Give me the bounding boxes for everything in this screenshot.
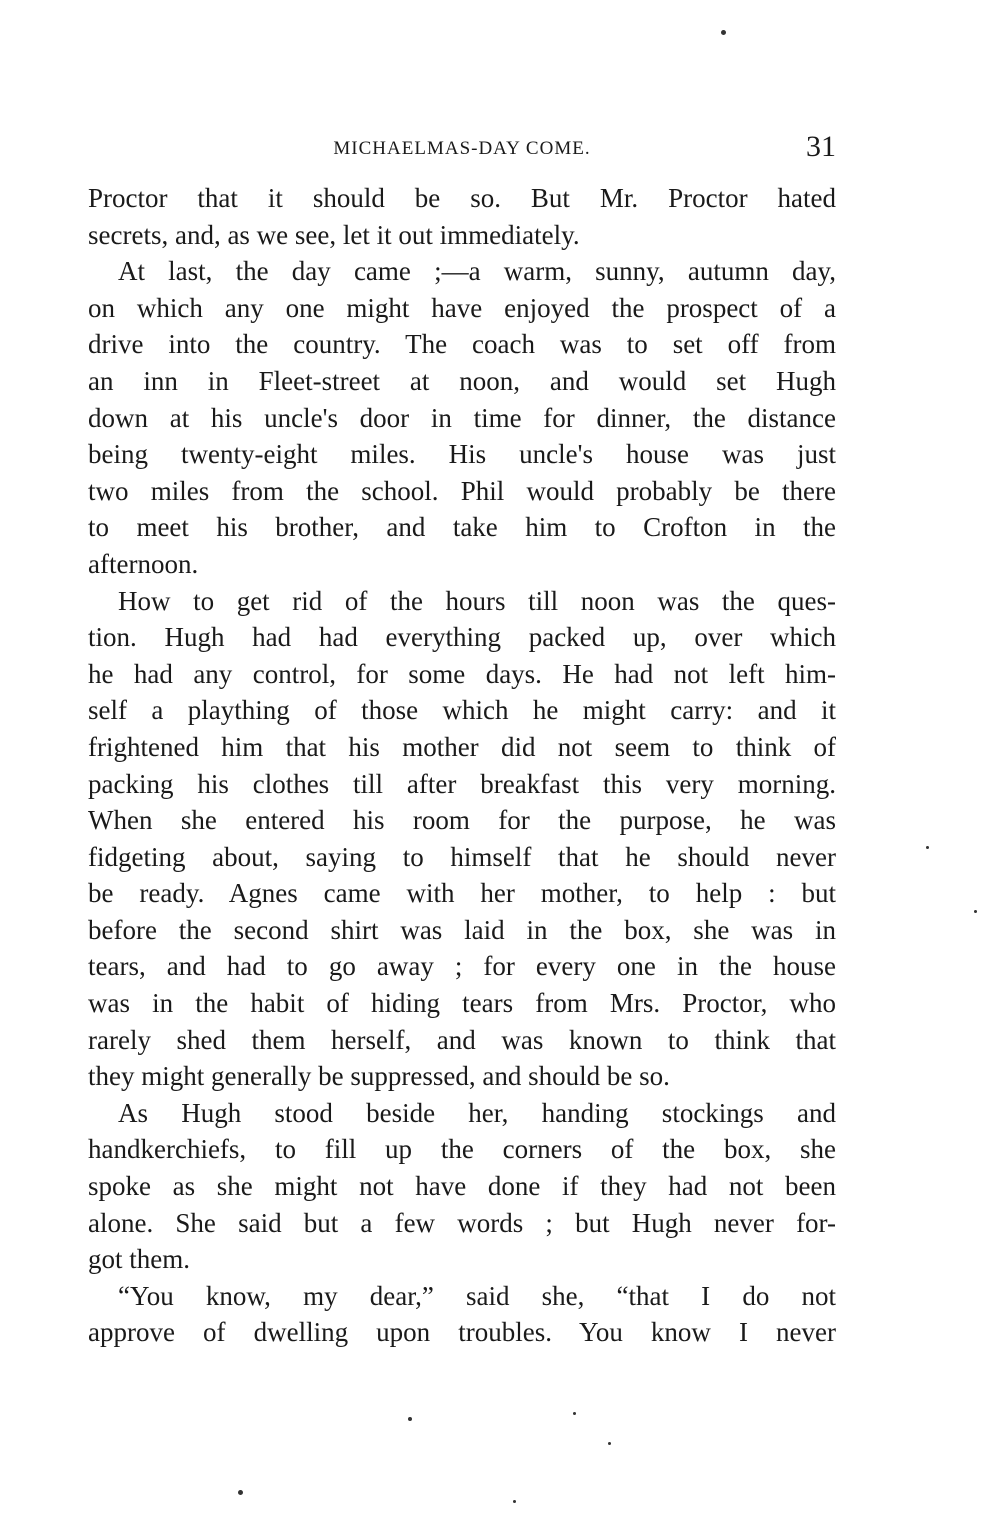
text-line: How to get rid of the hours till noon was the ques-: [118, 585, 836, 616]
text-line: “You know, my dear,” said she, “that I do not: [118, 1280, 836, 1311]
text-line: be ready. Agnes came with her mother, to help : but: [88, 878, 836, 909]
text-line: down at his uncle's door in time for dinner, the distance: [88, 402, 836, 433]
text-line: packing his clothes till after breakfast this very morning.: [88, 768, 836, 799]
scan-speck: [721, 30, 726, 35]
text-line: tion. Hugh had had everything packed up, over which: [88, 622, 836, 653]
text-line: At last, the day came ;—a warm, sunny, autumn day,: [118, 256, 836, 287]
text-line: he had any control, for some days. He had not left him-: [88, 658, 836, 689]
text-line: spoke as she might not have done if they had not been: [88, 1171, 836, 1202]
page-number: 31: [806, 130, 836, 163]
text-line: handkerchiefs, to fill up the corners of the box, she: [88, 1134, 836, 1165]
text-line: tears, and had to go away ; for every one in the house: [88, 951, 836, 982]
text-line: drive into the country. The coach was to set off from: [88, 329, 836, 360]
scan-speck: [608, 1442, 611, 1445]
text-line: secrets, and, as we see, let it out immediately.: [88, 219, 580, 250]
text-line: afternoon.: [88, 548, 199, 579]
running-head: [88, 130, 836, 164]
text-line: alone. She said but a few words ; but Hugh never for-: [88, 1207, 836, 1238]
text-line: self a plaything of those which he might carry: and it: [88, 695, 836, 726]
text-line: an inn in Fleet-street at noon, and would set Hugh: [88, 365, 836, 396]
text-line: fidgeting about, saying to himself that he should never: [88, 841, 836, 872]
text-line: was in the habit of hiding tears from Mrs. Proctor, who: [88, 988, 836, 1019]
text-line: being twenty-eight miles. His uncle's house was just: [88, 439, 836, 470]
text-line: on which any one might have enjoyed the prospect of a: [88, 292, 836, 323]
text-line: they might generally be suppressed, and should be so.: [88, 1061, 670, 1092]
text-line: When she entered his room for the purpose, he was: [88, 805, 836, 836]
scan-speck: [974, 910, 977, 913]
scan-speck: [573, 1412, 576, 1415]
text-line: As Hugh stood beside her, handing stockings and: [118, 1097, 836, 1128]
text-line: before the second shirt was laid in the box, she was in: [88, 914, 836, 945]
scan-speck: [513, 1500, 516, 1503]
text-line: got them.: [88, 1244, 190, 1275]
body-text: [88, 180, 836, 1351]
text-line: rarely shed them herself, and was known to think that: [88, 1024, 836, 1055]
text-line: Proctor that it should be so. But Mr. Proctor hated: [88, 183, 836, 213]
scan-speck: [238, 1490, 243, 1495]
running-title: MICHAELMAS-DAY COME.: [333, 138, 591, 159]
text-line: approve of dwelling upon troubles. You know I never: [88, 1317, 836, 1348]
scan-speck: [408, 1417, 412, 1421]
text-line: frightened him that his mother did not seem to think of: [88, 731, 836, 762]
scan-speck: [926, 846, 929, 849]
text-line: to meet his brother, and take him to Crofton in the: [88, 512, 836, 543]
text-line: two miles from the school. Phil would probably be there: [88, 475, 836, 506]
